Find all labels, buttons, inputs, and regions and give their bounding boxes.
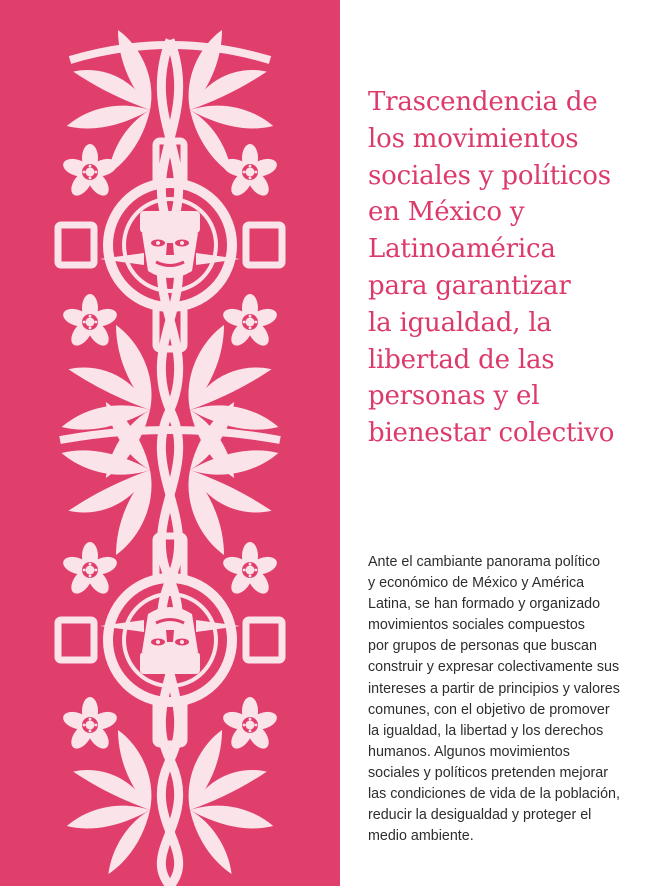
- title-line: Trascendencia de: [368, 87, 598, 117]
- title-line: Latinoamérica: [368, 234, 556, 265]
- title-line: los movimientos: [368, 123, 579, 154]
- body-line: medio ambiente.: [368, 828, 474, 845]
- body-line: reducir la desigualdad y proteger el: [368, 807, 592, 824]
- body-line: la igualdad, la libertad y los derechos: [368, 722, 604, 739]
- body-line: intereses a partir de principios y valores: [368, 680, 620, 697]
- title-line: sociales y políticos: [368, 160, 611, 191]
- body-line: por grupos de personas que buscan: [368, 638, 597, 655]
- title-line: en México y: [368, 197, 525, 228]
- body-line: Ante el cambiante panorama político: [368, 554, 601, 570]
- body-line: Latina, se han formado y organizado: [368, 596, 601, 613]
- title-line: libertad de las: [368, 344, 555, 375]
- body-line: humanos. Algunos movimientos: [368, 743, 570, 760]
- title-line: la igualdad, la: [368, 307, 552, 338]
- title-line: personas y el: [368, 381, 540, 412]
- body-line: sociales y políticos pretenden mejorar: [368, 764, 608, 781]
- body-line: movimientos sociales compuestos: [368, 617, 585, 634]
- body-line: las condiciones de vida de la población,: [368, 786, 620, 803]
- title-line: para garantizar: [368, 270, 571, 301]
- text-column: [340, 0, 672, 886]
- page-title: [368, 84, 668, 452]
- body-line: y económico de México y América: [368, 575, 585, 592]
- title-line: bienestar colectivo: [368, 418, 615, 449]
- intro-paragraph: [368, 552, 668, 847]
- body-line: construir y expresar colectivamente sus: [368, 659, 620, 676]
- body-line: comunes, con el objetivo de promover: [368, 701, 610, 718]
